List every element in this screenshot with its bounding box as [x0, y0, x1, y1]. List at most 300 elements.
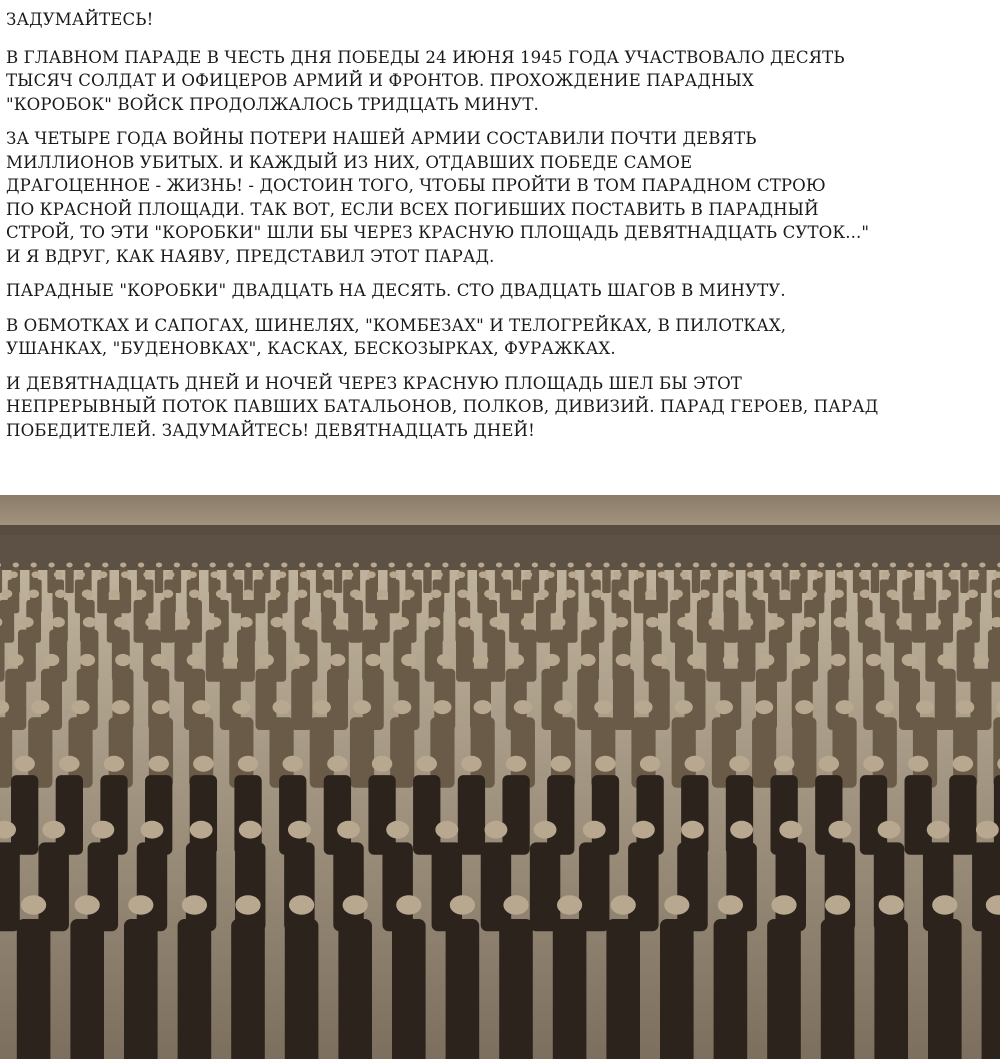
soldier-body	[348, 600, 363, 643]
page-title: ЗАДУМАЙТЕСЬ!	[6, 10, 154, 29]
soldier-helmet	[568, 563, 574, 568]
soldier-helmet	[401, 654, 417, 666]
soldier-helmet	[364, 617, 377, 627]
soldier-body	[692, 569, 700, 594]
soldier-body	[285, 919, 319, 1059]
soldier-helmet	[908, 756, 928, 772]
soldier-helmet	[657, 563, 663, 568]
soldier-helmet	[675, 700, 693, 714]
soldier-helmet	[639, 563, 645, 568]
soldier-helmet	[389, 563, 395, 568]
soldier-helmet	[188, 571, 197, 578]
soldier-body	[923, 842, 953, 931]
paragraph-2	[6, 127, 990, 268]
soldier-body	[776, 842, 806, 931]
soldier-helmet	[878, 821, 901, 839]
soldier-helmet	[21, 895, 46, 915]
soldier-helmet	[8, 654, 24, 666]
soldier-helmet	[971, 571, 980, 578]
soldier-helmet	[770, 571, 779, 578]
soldier-helmet	[490, 617, 503, 627]
soldier-body	[231, 919, 265, 1059]
soldier-helmet	[611, 895, 636, 915]
paragraph-line: ДРАГОЦЕННОЕ - ЖИЗНЬ! - ДОСТОИН ТОГО, ЧТОБЫ ПРОЙТИ В ТОМ ПАРАДНОМ СТРОЮ	[6, 176, 826, 195]
soldier-body	[513, 569, 521, 594]
soldier-helmet	[216, 589, 227, 598]
soldier-helmet	[353, 700, 371, 714]
soldier-helmet	[258, 654, 274, 666]
soldier-helmet	[1, 589, 12, 598]
soldier-helmet	[151, 654, 167, 666]
soldier-helmet	[9, 571, 18, 578]
soldier-helmet	[959, 617, 972, 627]
soldier-helmet	[174, 563, 180, 568]
soldier-helmet	[210, 571, 219, 578]
soldier-body	[334, 569, 342, 594]
soldier-helmet	[524, 571, 533, 578]
soldier-helmet	[120, 563, 126, 568]
soldier-helmet	[313, 700, 331, 714]
soldier-helmet	[747, 571, 756, 578]
soldier-helmet	[782, 563, 788, 568]
soldier-helmet	[335, 563, 341, 568]
soldier-helmet	[473, 654, 489, 666]
soldier-helmet	[141, 821, 164, 839]
soldier-body	[0, 717, 12, 787]
soldier-helmet	[651, 654, 667, 666]
soldier-helmet	[294, 654, 310, 666]
soldier-helmet	[967, 589, 978, 598]
soldier-body	[536, 600, 551, 643]
soldier-helmet	[474, 700, 492, 714]
soldier-helmet	[887, 589, 898, 598]
soldier-helmet	[189, 589, 200, 598]
soldier-helmet	[102, 563, 108, 568]
soldier-helmet	[109, 589, 120, 598]
soldier-body	[972, 842, 1000, 931]
soldier-helmet	[771, 617, 784, 627]
paragraph-line: НЕПРЕРЫВНЫЙ ПОТОК ПАВШИХ БАТАЛЬОНОВ, ПОЛКОВ, ДИВИЗИЙ. ПАРАД ГЕРОЕВ, ПАРАД	[6, 397, 879, 416]
soldier-helmet	[800, 563, 806, 568]
soldier-helmet	[795, 700, 813, 714]
soldier-body	[821, 919, 855, 1059]
soldier-helmet	[273, 700, 291, 714]
soldier-helmet	[902, 654, 918, 666]
soldier-body	[660, 919, 694, 1059]
paragraph-line: УШАНКАХ, "БУДЕНОВКАХ", КАСКАХ, БЕСКОЗЫРКАХ, ФУРАЖКАХ.	[6, 339, 616, 358]
soldier-body	[677, 842, 707, 931]
soldier-helmet	[235, 895, 260, 915]
soldier-body	[628, 842, 658, 931]
soldier-helmet	[458, 617, 471, 627]
paragraph-3	[6, 279, 990, 303]
soldier-helmet	[232, 700, 250, 714]
soldier-helmet	[866, 654, 882, 666]
soldier-helmet	[76, 571, 85, 578]
soldier-body	[481, 842, 511, 931]
soldier-helmet	[55, 589, 66, 598]
soldier-helmet	[908, 563, 914, 568]
soldier-helmet	[594, 700, 612, 714]
soldier-helmet	[42, 821, 65, 839]
soldier-body	[781, 569, 789, 594]
soldier-helmet	[143, 571, 152, 578]
soldier-helmet	[427, 617, 440, 627]
soldier-helmet	[854, 563, 860, 568]
soldier-helmet	[271, 617, 284, 627]
paragraph-line: И Я ВДРУГ, КАК НАЯВУ, ПРЕДСТАВИЛ ЭТОТ ПАРАД.	[6, 246, 495, 266]
soldier-helmet	[730, 821, 753, 839]
soldier-helmet	[699, 589, 710, 598]
soldier-helmet	[54, 571, 63, 578]
soldier-body	[333, 842, 363, 931]
soldier-helmet	[833, 589, 844, 598]
soldier-body	[925, 580, 937, 614]
soldier-helmet	[634, 700, 652, 714]
soldier-helmet	[534, 821, 557, 839]
soldier-helmet	[881, 571, 890, 578]
soldier-helmet	[603, 563, 609, 568]
soldier-helmet	[317, 563, 323, 568]
soldier-helmet	[615, 617, 628, 627]
soldier-body	[871, 569, 879, 594]
soldier-helmet	[680, 571, 689, 578]
soldier-body	[124, 919, 158, 1059]
soldier-helmet	[238, 756, 258, 772]
soldier-body	[874, 919, 908, 1059]
soldier-helmet	[943, 563, 949, 568]
soldier-body	[602, 569, 610, 594]
soldier-helmet	[28, 589, 39, 598]
soldier-helmet	[104, 756, 124, 772]
soldier-helmet	[222, 654, 238, 666]
soldier-helmet	[282, 756, 302, 772]
soldier-body	[579, 842, 609, 931]
soldier-helmet	[554, 700, 572, 714]
soldier-helmet	[386, 821, 409, 839]
soldier-helmet	[389, 571, 398, 578]
soldier-helmet	[239, 821, 262, 839]
soldier-helmet	[618, 589, 629, 598]
soldier-helmet	[190, 821, 213, 839]
paragraph-line: В ОБМОТКАХ И САПОГАХ, ШИНЕЛЯХ, "КОМБЕЗАХ" И ТЕЛОГРЕЙКАХ, В ПИЛОТКАХ,	[6, 315, 787, 335]
soldier-helmet	[227, 563, 233, 568]
soldier-helmet	[31, 563, 37, 568]
soldier-helmet	[546, 571, 555, 578]
soldier-helmet	[514, 563, 520, 568]
soldier-helmet	[299, 563, 305, 568]
soldier-helmet	[75, 895, 100, 915]
soldier-helmet	[503, 895, 528, 915]
parade-photo-illustration	[0, 495, 1000, 1059]
soldier-body	[70, 919, 104, 1059]
soldier-helmet	[31, 700, 49, 714]
soldier-body	[767, 919, 801, 1059]
soldier-helmet	[281, 563, 287, 568]
soldier-helmet	[270, 589, 281, 598]
soldier-helmet	[263, 563, 269, 568]
soldier-helmet	[904, 571, 913, 578]
soldier-helmet	[115, 654, 131, 666]
paragraph-1	[6, 46, 990, 117]
soldier-helmet	[396, 895, 421, 915]
soldier-helmet	[568, 571, 577, 578]
soldier-body	[928, 919, 962, 1059]
soldier-body	[432, 842, 462, 931]
soldier-helmet	[145, 617, 158, 627]
soldier-body	[178, 919, 212, 1059]
soldier-helmet	[726, 589, 737, 598]
soldier-body	[530, 842, 560, 931]
soldier-helmet	[973, 654, 989, 666]
soldier-helmet	[243, 589, 254, 598]
soldier-helmet	[865, 617, 878, 627]
soldier-helmet	[779, 821, 802, 839]
soldier-helmet	[693, 563, 699, 568]
soldier-body	[935, 669, 956, 730]
soldier-helmet	[616, 654, 632, 666]
paragraph-line: И ДЕВЯТНАДЦАТЬ ДНЕЙ И НОЧЕЙ ЧЕРЕЗ КРАСНУЮ ПЛОЩАДЬ ШЕЛ БЫ ЭТОТ	[6, 373, 742, 393]
soldier-helmet	[128, 895, 153, 915]
soldier-helmet	[718, 895, 743, 915]
soldier-helmet	[672, 589, 683, 598]
soldier-helmet	[552, 617, 565, 627]
soldier-body	[235, 842, 265, 931]
soldier-helmet	[794, 654, 810, 666]
soldier-helmet	[538, 589, 549, 598]
soldier-body	[714, 919, 748, 1059]
soldier-helmet	[591, 571, 600, 578]
soldier-helmet	[434, 571, 443, 578]
soldier-body	[0, 569, 2, 594]
soldier-helmet	[84, 563, 90, 568]
soldier-helmet	[583, 617, 596, 627]
soldier-helmet	[715, 700, 733, 714]
soldier-helmet	[687, 654, 703, 666]
soldier-helmet	[956, 700, 974, 714]
soldier-helmet	[372, 756, 392, 772]
soldier-helmet	[371, 563, 377, 568]
soldier-helmet	[333, 617, 346, 627]
soldier-helmet	[702, 571, 711, 578]
soldier-helmet	[162, 589, 173, 598]
soldier-helmet	[182, 895, 207, 915]
soldier-body	[88, 842, 118, 931]
soldier-body	[613, 669, 634, 730]
soldier-body	[284, 842, 314, 931]
soldier-helmet	[239, 617, 252, 627]
soldier-helmet	[300, 571, 309, 578]
soldier-helmet	[709, 617, 722, 627]
soldier-helmet	[461, 756, 481, 772]
soldier-helmet	[860, 589, 871, 598]
soldier-helmet	[544, 654, 560, 666]
soldier-helmet	[343, 895, 368, 915]
soldier-helmet	[377, 589, 388, 598]
soldier-helmet	[755, 700, 773, 714]
soldier-helmet	[565, 589, 576, 598]
soldier-helmet	[613, 571, 622, 578]
soldier-helmet	[66, 563, 72, 568]
paragraph-line: ПОБЕДИТЕЛЕЙ. ЗАДУМАЙТЕСЬ! ДЕВЯТНАДЦАТЬ ДНЕЙ!	[6, 420, 535, 440]
soldier-body	[553, 919, 587, 1059]
soldier-helmet	[485, 821, 508, 839]
soldier-body	[0, 842, 20, 931]
soldier-helmet	[979, 563, 985, 568]
soldier-body	[155, 569, 163, 594]
soldier-helmet	[879, 895, 904, 915]
soldier-helmet	[296, 589, 307, 598]
soldier-helmet	[59, 756, 79, 772]
soldier-body	[338, 919, 372, 1059]
soldier-helmet	[747, 563, 753, 568]
soldier-helmet	[210, 563, 216, 568]
soldier-helmet	[353, 563, 359, 568]
soldier-helmet	[91, 821, 114, 839]
soldier-helmet	[406, 563, 412, 568]
soldier-helmet	[82, 589, 93, 598]
soldier-helmet	[836, 700, 854, 714]
soldier-helmet	[437, 654, 453, 666]
soldier-helmet	[187, 654, 203, 666]
soldier-helmet	[580, 654, 596, 666]
soldier-helmet	[508, 654, 524, 666]
soldier-helmet	[953, 756, 973, 772]
soldier-helmet	[774, 756, 794, 772]
soldier-helmet	[135, 589, 146, 598]
soldier-body	[499, 919, 533, 1059]
soldier-helmet	[645, 589, 656, 598]
soldier-helmet	[396, 617, 409, 627]
soldier-body	[38, 842, 68, 931]
soldier-body	[724, 600, 739, 643]
soldier-helmet	[621, 563, 627, 568]
soldier-helmet	[711, 563, 717, 568]
soldier-helmet	[278, 571, 287, 578]
soldier-helmet	[322, 571, 331, 578]
soldier-helmet	[48, 563, 54, 568]
soldier-helmet	[725, 571, 734, 578]
soldier-body	[382, 842, 412, 931]
soldier-body	[656, 580, 668, 614]
soldier-helmet	[44, 654, 60, 666]
soldier-helmet	[337, 821, 360, 839]
soldier-helmet	[450, 895, 475, 915]
soldier-helmet	[302, 617, 315, 627]
soldier-helmet	[114, 617, 127, 627]
soldier-helmet	[521, 617, 534, 627]
soldier-body	[392, 919, 426, 1059]
soldier-helmet	[940, 589, 951, 598]
soldier-helmet	[345, 571, 354, 578]
soldier-helmet	[83, 617, 96, 627]
soldier-body	[0, 630, 5, 682]
soldier-helmet	[664, 895, 689, 915]
soldier-helmet	[802, 617, 815, 627]
soldier-helmet	[976, 821, 999, 839]
soldier-body	[982, 919, 1000, 1059]
soldier-helmet	[192, 700, 210, 714]
soldier-helmet	[591, 589, 602, 598]
soldier-helmet	[779, 589, 790, 598]
soldier-helmet	[913, 589, 924, 598]
soldier-body	[137, 842, 167, 931]
soldier-helmet	[792, 571, 801, 578]
soldier-helmet	[404, 589, 415, 598]
soldier-helmet	[177, 617, 190, 627]
soldier-helmet	[927, 821, 950, 839]
soldier-helmet	[484, 589, 495, 598]
soldier-helmet	[152, 700, 170, 714]
soldier-helmet	[926, 563, 932, 568]
soldier-helmet	[192, 563, 198, 568]
soldier-helmet	[479, 571, 488, 578]
paragraph-line: ЗА ЧЕТЫРЕ ГОДА ВОЙНЫ ПОТЕРИ НАШЕЙ АРМИИ СОСТАВИЛИ ПОЧТИ ДЕВЯТЬ	[6, 129, 757, 148]
soldier-helmet	[764, 563, 770, 568]
text-block	[0, 0, 1000, 495]
soldier-helmet	[646, 617, 659, 627]
soldier-helmet	[208, 617, 221, 627]
soldier-body	[726, 842, 756, 931]
soldier-helmet	[393, 700, 411, 714]
soldier-body	[17, 919, 51, 1059]
soldier-helmet	[926, 571, 935, 578]
soldier-helmet	[457, 589, 468, 598]
paragraph-line: СТРОЙ, ТО ЭТИ "КОРОБКИ" ШЛИ БЫ ЧЕРЕЗ КРАСНУЮ ПЛОЩАДЬ ДЕВЯТНАДЦАТЬ СУТОК..."	[6, 223, 870, 242]
soldier-helmet	[681, 821, 704, 839]
soldier-helmet	[876, 700, 894, 714]
soldier-helmet	[859, 571, 868, 578]
soldier-helmet	[112, 700, 130, 714]
soldier-helmet	[460, 563, 466, 568]
soldier-body	[606, 919, 640, 1059]
soldier-helmet	[99, 571, 108, 578]
soldier-helmet	[550, 563, 556, 568]
soldier-helmet	[677, 617, 690, 627]
soldier-helmet	[890, 563, 896, 568]
soldier-helmet	[896, 617, 909, 627]
soldier-helmet	[759, 654, 775, 666]
soldier-body	[790, 580, 802, 614]
soldier-helmet	[585, 563, 591, 568]
soldier-helmet	[818, 563, 824, 568]
paragraph-5	[6, 372, 990, 443]
soldier-helmet	[836, 563, 842, 568]
soldier-helmet	[32, 571, 41, 578]
soldier-helmet	[937, 654, 953, 666]
soldier-helmet	[740, 617, 753, 627]
soldier-helmet	[156, 563, 162, 568]
soldier-helmet	[863, 756, 883, 772]
soldier-helmet	[511, 589, 522, 598]
soldier-helmet	[916, 700, 934, 714]
soldier-body	[458, 775, 485, 855]
soldier-helmet	[367, 571, 376, 578]
soldier-helmet	[830, 654, 846, 666]
soldier-helmet	[20, 617, 33, 627]
soldier-helmet	[456, 571, 465, 578]
soldier-helmet	[729, 563, 735, 568]
soldier-helmet	[928, 617, 941, 627]
soldier-helmet	[506, 756, 526, 772]
soldier-helmet	[52, 617, 65, 627]
soldier-body	[960, 569, 968, 594]
soldier-helmet	[771, 895, 796, 915]
soldier-helmet	[828, 821, 851, 839]
soldier-helmet	[245, 563, 251, 568]
soldier-helmet	[514, 700, 532, 714]
soldier-body	[949, 775, 976, 855]
